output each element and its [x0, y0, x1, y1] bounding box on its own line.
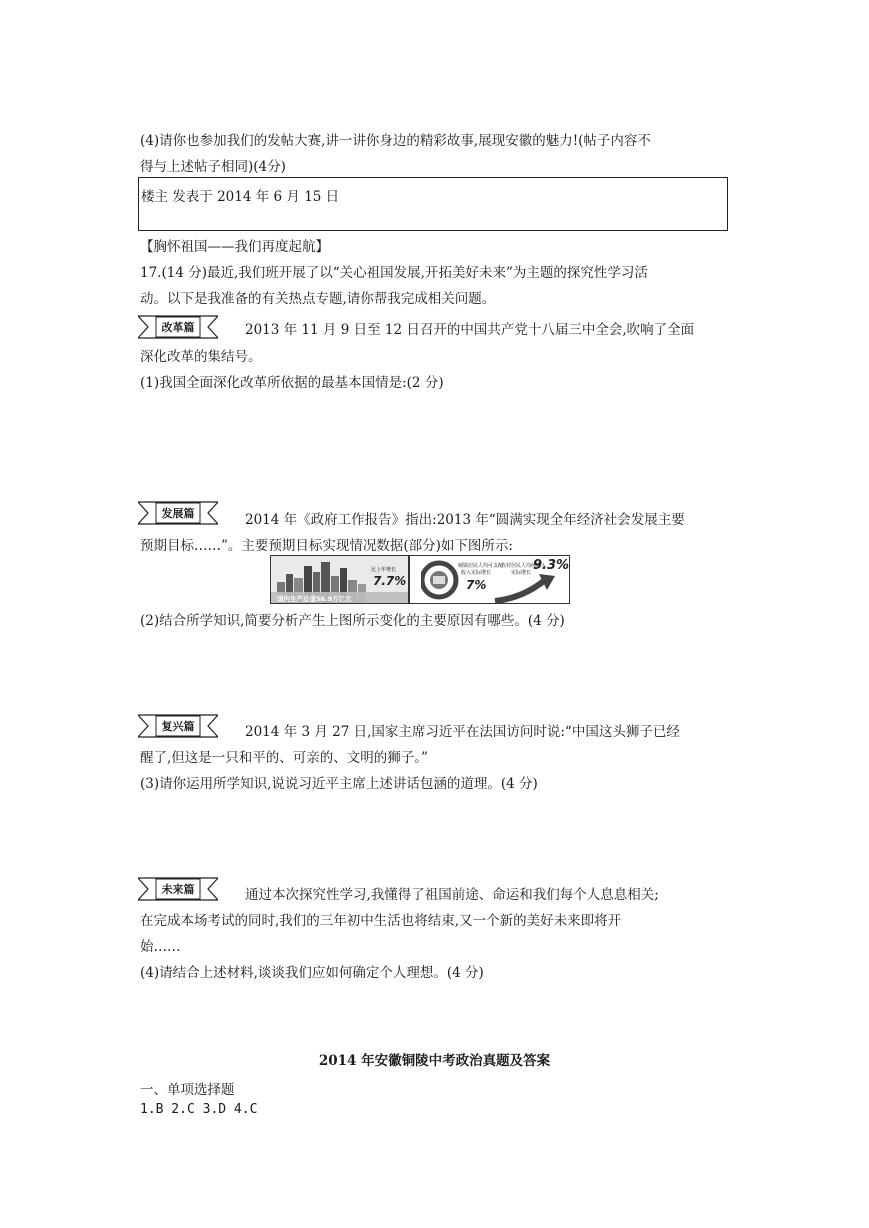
rural-income-label-2: 实际增长 — [511, 570, 532, 576]
q17-intro-line-2: 动。以下是我准备的有关热点专题,请你帮我完成相关问题。 — [140, 291, 496, 307]
question-3: (3)请你运用所学知识,说说习近平主席上述讲话包涵的道理。(4 分) — [140, 776, 538, 792]
reform-text-line-1: 2013 年 11 月 9 日至 12 日召开的中国共产党十八届三中全会,吹响了全面 — [245, 322, 695, 338]
reform-tag-label: 改革篇 — [161, 321, 195, 334]
rising-arrow-graphic — [493, 570, 563, 603]
question-4: (4)请结合上述材料,谈谈我们应如何确定个人理想。(4 分) — [140, 965, 484, 981]
revival-text-line-1: 2014 年 3 月 27 日,国家主席习近平在法国访问时说:“中国这头狮子已经 — [245, 724, 680, 740]
post-box-header: 楼主 发表于 2014 年 6 月 15 日 — [141, 189, 340, 205]
development-text-line-1: 2014 年《政府工作报告》指出:2013 年“圆满实现全年经济社会发展主要 — [245, 512, 685, 528]
reform-ribbon-tag — [138, 314, 218, 340]
section-heading: 【胸怀祖国——我们再度起航】 — [140, 239, 329, 255]
question-2: (2)结合所学知识,简要分析产生上图所示变化的主要原因有哪些。(4 分) — [140, 613, 565, 629]
answers-title: 2014 年安徽铜陵中考政治真题及答案 — [318, 1053, 551, 1069]
future-text-line-2: 在完成本场考试的同时,我们的三年初中生活也将结束,又一个新的美好未来即将开 — [140, 913, 622, 929]
answers-section-heading: 一、单项选择题 — [140, 1082, 235, 1098]
revival-tag-label: 复兴篇 — [161, 720, 195, 733]
infographic-divider — [408, 556, 410, 603]
income-growth-value: 7% — [466, 578, 487, 592]
development-ribbon-tag — [138, 500, 218, 526]
development-text-line-2: 预期目标……”。主要预期目标实现情况数据(部分)如下图所示: — [140, 538, 513, 554]
revival-ribbon-tag — [138, 713, 218, 739]
q4-prompt-line-1: (4)请你也参加我们的发帖大赛,讲一讲你身边的精彩故事,展现安徽的魅力!(帖子内容不 — [140, 133, 651, 149]
post-answer-box[interactable] — [138, 177, 728, 231]
gdp-growth-value: 7.7% — [373, 574, 407, 588]
future-text-line-1: 通过本次探究性学习,我懂得了祖国前途、命运和我们每个人息息相关; — [245, 887, 659, 903]
revival-text-line-2: 醒了,但这是一只和平的、可亲的、文明的狮子。” — [140, 750, 428, 766]
future-ribbon-tag — [138, 876, 218, 902]
income-label-2: 收入实际增长 — [461, 570, 492, 576]
future-text-line-3: 始…… — [140, 939, 181, 955]
q17-intro-line-1: 17.(14 分)最近,我们班开展了以“关心祖国发展,开拓美好未来”为主题的探究性学习活 — [140, 265, 648, 281]
rural-income-value: 9.3% — [533, 558, 570, 573]
question-1: (1)我国全面深化改革所依据的最基本国情是:(2 分) — [140, 375, 444, 391]
reform-text-line-2: 深化改革的集结号。 — [140, 349, 262, 365]
income-circle-graphic — [421, 560, 461, 600]
q4-prompt-line-2: 得与上述帖子相同)(4分) — [140, 159, 286, 175]
economic-targets-infographic — [270, 555, 570, 604]
rural-income-label-1: 农村居民人均纯收入 — [501, 563, 547, 569]
gdp-caption: 国内生产总值56.9万亿元 — [277, 595, 352, 603]
gdp-growth-label: 比上年增长 — [371, 567, 397, 573]
development-tag-label: 发展篇 — [161, 507, 195, 520]
answers-list: 1.B 2.C 3.D 4.C — [140, 1102, 258, 1117]
future-tag-label: 未来篇 — [161, 883, 195, 896]
income-label-1: 城镇居民人均可支配 — [458, 563, 504, 569]
